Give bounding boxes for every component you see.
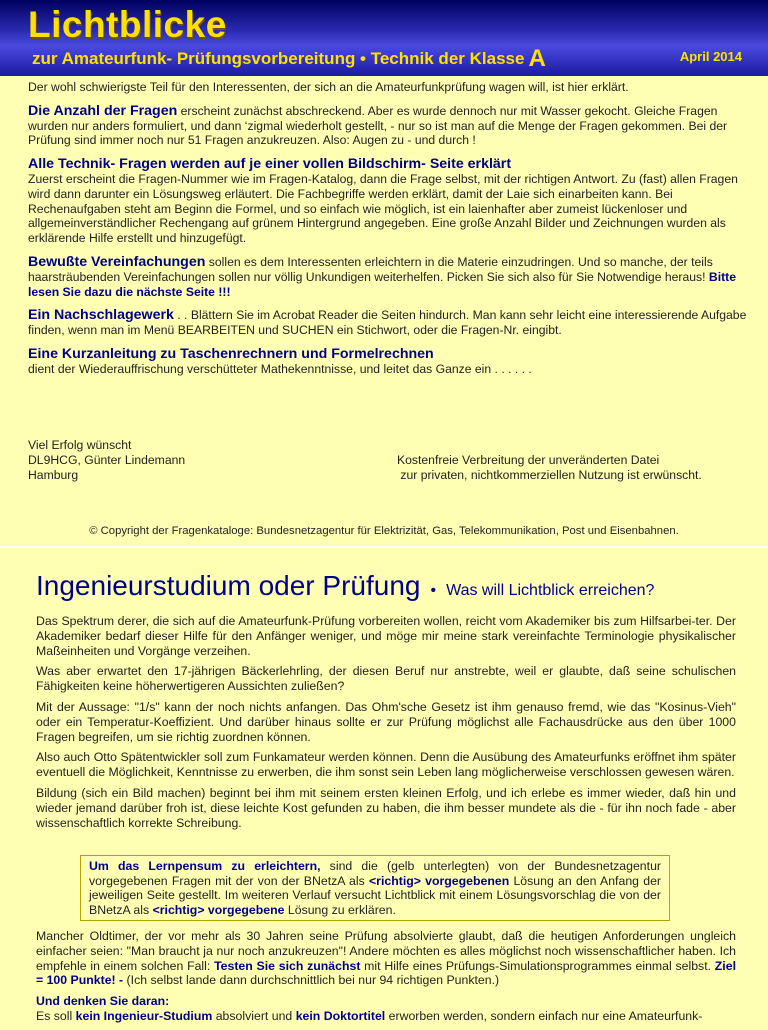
p8-bold-b: kein Ingenieur-Studium [75,1008,213,1023]
page2-paragraph-4: Also auch Otto Spätentwickler soll zum Funkamateur werden können. Denn die Ausübung des Amateurfunks eröffnet ihm später eventuell die Möglichkeit, Kenntnisse zu erwerben, die ihm sonst sein Leben lang möglicherweise verschlossen gewesen wären. [36,750,736,780]
highlight-box [80,855,670,921]
class-letter: A [528,45,546,72]
bullet: • [430,582,437,599]
copyright: © Copyright der Fragenkataloge: Bundesnetzagentur für Elektrizität, Gas, Telekommunikation, Post und Eisenbahnen. [89,525,679,537]
page2-title [36,570,654,602]
kurz-paragraph [28,347,748,377]
page2-paragraph-6 [36,929,736,988]
kurz-text: dient der Wiederauffrischung verschütteter Mathekenntnisse, und leitet das Ganze ein . . . . . . [28,361,532,376]
logo: Lichtblicke [28,4,227,45]
p6-text-a: Mancher Oldtimer, der vor mehr als 30 Jahren seine Prüfung absolvierte glaubt, daß die heutigen Anforderungen ungleich einfacher seien: "Man braucht ja nur noch anzukreuzen"! Andere möchten es alles möglichst noch wissenschaftlicher haben. Ich empfehle in einem solchen Fall: [36,929,736,973]
fragen-text: erscheint zunächst abschreckend. Aber es wurde dennoch nur mit Wasser gekocht. Gleiche Fragen wurden nur anders formuliert, und dann ‘zigmal wiederholt gestellt, - nur so ist man auf die Menge der Fragen gekommen. Bei der Prüfung sind immer noch nur 51 Fragen anzukreuzen. Also: Augen zu - und durch ! [28,103,728,148]
page2-paragraph-1: Das Spektrum derer, die sich auf die Amateurfunk-Prüfung vorbereiten wollen, reicht vom Akademiker bis zum Hilfsarbei-ter. Der Akademiker bedarf dieser Hilfe für den Anfänger weniger, und möge mir meine stark vereinfachte Terminologie physikalischer Maßeinheiten und Vorgänge verzeihen. [36,614,736,658]
header-date: April 2014 [679,49,742,64]
page2-paragraph-8 [36,1009,736,1024]
box-text-3: Lösung zu erklären. [284,902,396,917]
page2-closing [36,929,736,1030]
intro-text: Der wohl schwierigste Teil für den Interessenten, der sich an die Amateurfunkprüfung wagen will, ist hier erklärt. [28,80,629,94]
p6-text-c: mit Hilfe eines Prüfungs-Simulationsprogrammes einmal selbst. [360,958,715,973]
page2-body [36,614,736,836]
kurz-heading: Eine Kurzanleitung zu Taschenrechnern und Formelrechnen [28,345,434,362]
p8-text-e: erworben werden, sondern einfach nur eine Amateurfunk- [385,1008,703,1023]
verein-text: sollen es dem Interessenten erleichtern in die Materie einzudringen. Und so manche, der teils haarsträubenden Vereinfachungen sollen nur völlig Unkundigen weiterhelfen. Picken Sie sich also für Sie Notwendige heraus! [28,254,713,284]
header-subtitle [32,43,546,71]
page2-title-main: Ingenieurstudium oder Prüfung [36,570,421,601]
box-text-2: Lösung an den Anfang der jeweiligen Seite gestellt. Im weiteren Verlauf versucht Lichtblick mit einem Lösungsvorschlag die von der BNetzA als [89,873,662,917]
box-bold-2: <richtig> vorgegebenen [368,873,510,888]
distribution-note [397,453,702,483]
fragen-paragraph [28,104,748,148]
verein-heading: Bewußte Vereinfachungen [28,253,206,270]
signature-line-1: Viel Erfolg wünscht [28,438,132,452]
box-bold-3: <richtig> vorgegebene [152,902,285,917]
p6-bold-d: Ziel = 100 Punkte! - [36,958,736,988]
box-bold-1: Um das Lernpensum zu erleichtern, [89,859,321,873]
signature [28,438,185,483]
nachschlag-heading: Ein Nachschlagewerk [28,307,174,324]
p6-text-e: (Ich selbst lande dann durchschnittlich bei nur 94 richtigen Punkten.) [123,973,500,988]
page2-subtitle: Was will Lichtblick erreichen? [446,582,655,599]
nachschlag-text: . . Blättern Sie im Acrobat Reader die Seiten hindurch. Man kann sehr leicht eine interessierende Aufgabe finden, wenn man im Menü BEARBEITEN und SUCHEN ein Stichwort, oder die Fragen-Nr. eingibt. [28,308,747,338]
technik-text: Zuerst erscheint die Fragen-Nummer wie im Fragen-Katalog, dann die Frage selbst, mit der richtigen Antwort. Zu (fast) allen Fragen wird dann darunter ein Lösungsweg erläutert. Die Fachbegriffe werden erklärt, damit der Laie sich einarbeiten kann. Bei Rechenaufgaben steht am Beginn die Formel, und so einfach wie möglich, ist ein laienhafter aber zumeist lückenloser und allgemeinverständlicher Rechengang auf grünem Hintergrund angegeben. Eine große Anzahl Bilder und Zeichnungen wurden als erklärende Hilfe erstellt und hinzugefügt. [28,171,738,246]
technik-heading: Alle Technik- Fragen werden auf je einer vollen Bildschirm- Seite erklärt [28,156,512,173]
technik-paragraph [28,157,748,246]
subtitle-text: zur Amateurfunk- Prüfungsvorbereitung • Technik der Klasse [32,49,525,68]
verein-paragraph [28,255,748,299]
p6-bold-b: Testen Sie sich zunächst [214,958,361,973]
page-divider [0,546,768,548]
p8-bold-d: kein Doktortitel [295,1008,386,1023]
distribution-line-1: Kostenfreie Verbreitung der unveränderten Datei [397,453,660,467]
distribution-line-2: zur privaten, nichtkommerziellen Nutzung ist erwünscht. [397,468,702,482]
header-banner [0,0,768,76]
box-text-1: sind die (gelb unterlegten) von der Bundesnetzagentur vorgegebenen Fragen mit der von der BNetzA als [89,859,661,888]
page2-paragraph-5: Bildung (sich ein Bild machen) beginnt bei ihm mit seinem ersten kleinen Erfolg, und ich erlebe es immer wieder, daß hin und wieder jemand darüber froh ist, diese leichte Kost gefunden zu haben, die ihm besser mundete als die - für ihn noch fade - aber wissenschaftlich korrekte Schreibung. [36,785,736,830]
page2-paragraph-3: Mit der Aussage: "1/s" kann der noch nichts anfangen. Das Ohm'sche Gesetz ist ihm genauso fremd, wie das "Kosinus-Vieh" oder ein Temperatur-Koeffizient. Und darüber hinaus sollte er zur Prüfung möglichst alle Fachausdrücke aus den über 1000 Fragen begreifen, um sie richtig zuordnen können. [36,699,736,744]
nachschlag-paragraph [28,308,748,338]
fragen-heading: Die Anzahl der Fragen [28,102,178,119]
signature-line-2: DL9HCG, Günter Lindemann [28,453,186,467]
intro-section [28,80,748,386]
page2-paragraph-7: Und denken Sie daran: [36,994,170,1009]
verein-bold: Bitte lesen Sie dazu die nächste Seite !!! [28,269,736,299]
p8-text-c: absolviert und [212,1008,296,1023]
p8-text-a: Es soll [36,1008,76,1023]
signature-line-3: Hamburg [28,468,79,482]
page2-paragraph-2: Was aber erwartet den 17-jährigen Bäckerlehrling, der diesen Beruf nur anstrebte, weil er glaubte, daß seine schulischen Fähigkeiten keine höherwertigeren Aussichten zuließen? [36,664,736,694]
